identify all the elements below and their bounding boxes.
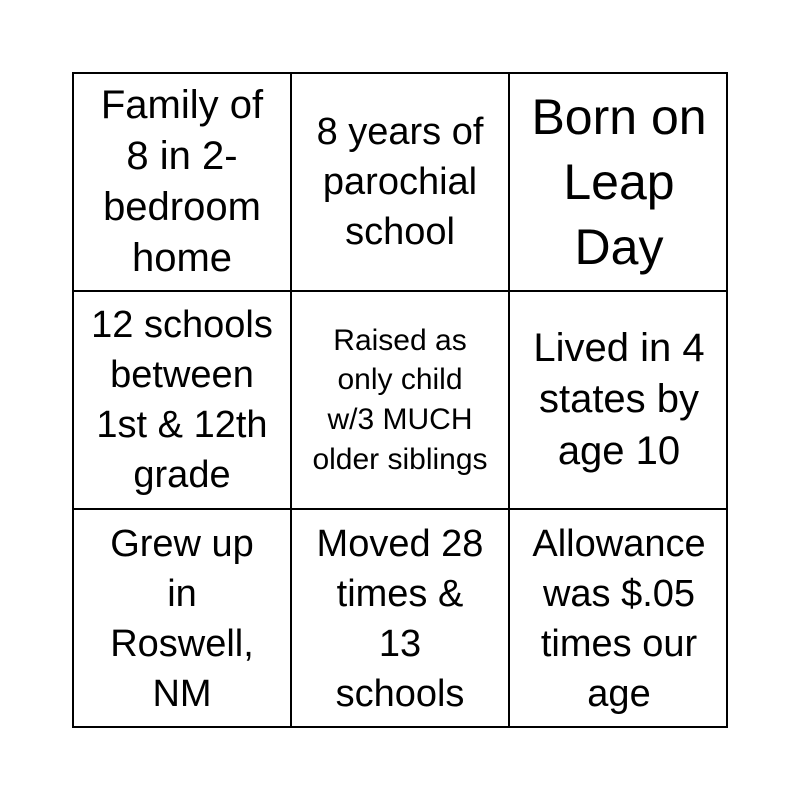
bingo-cell-text: Family of 8 in 2- bedroom home [100, 82, 264, 281]
bingo-cell-text: Raised as only child w/3 MUCH older siblings [312, 323, 488, 476]
bingo-cell-r3c2[interactable] [292, 510, 510, 728]
bingo-cell-text: Grew up in Roswell, NM [110, 522, 254, 716]
bingo-cell-r3c3[interactable] [510, 510, 728, 728]
bingo-cell-r1c1[interactable] [74, 74, 292, 292]
bingo-cell-text: Moved 28 times & 13 schools [316, 522, 484, 716]
bingo-cell-r2c1[interactable] [74, 292, 292, 510]
bingo-cell-r2c3[interactable] [510, 292, 728, 510]
bingo-cell-text: Born on Leap Day [531, 88, 707, 275]
bingo-cell-text: 8 years of parochial school [316, 110, 484, 254]
bingo-cell-r1c2[interactable] [292, 74, 510, 292]
bingo-cell-text: 12 schools between 1st & 12th grade [91, 303, 273, 497]
bingo-cell-r2c2[interactable] [292, 292, 510, 510]
bingo-cell-r3c1[interactable] [74, 510, 292, 728]
bingo-cell-r1c3[interactable] [510, 74, 728, 292]
bingo-card [72, 72, 728, 728]
bingo-cell-text: Allowance was $.05 times our age [532, 522, 706, 716]
bingo-cell-text: Lived in 4 states by age 10 [533, 326, 705, 473]
